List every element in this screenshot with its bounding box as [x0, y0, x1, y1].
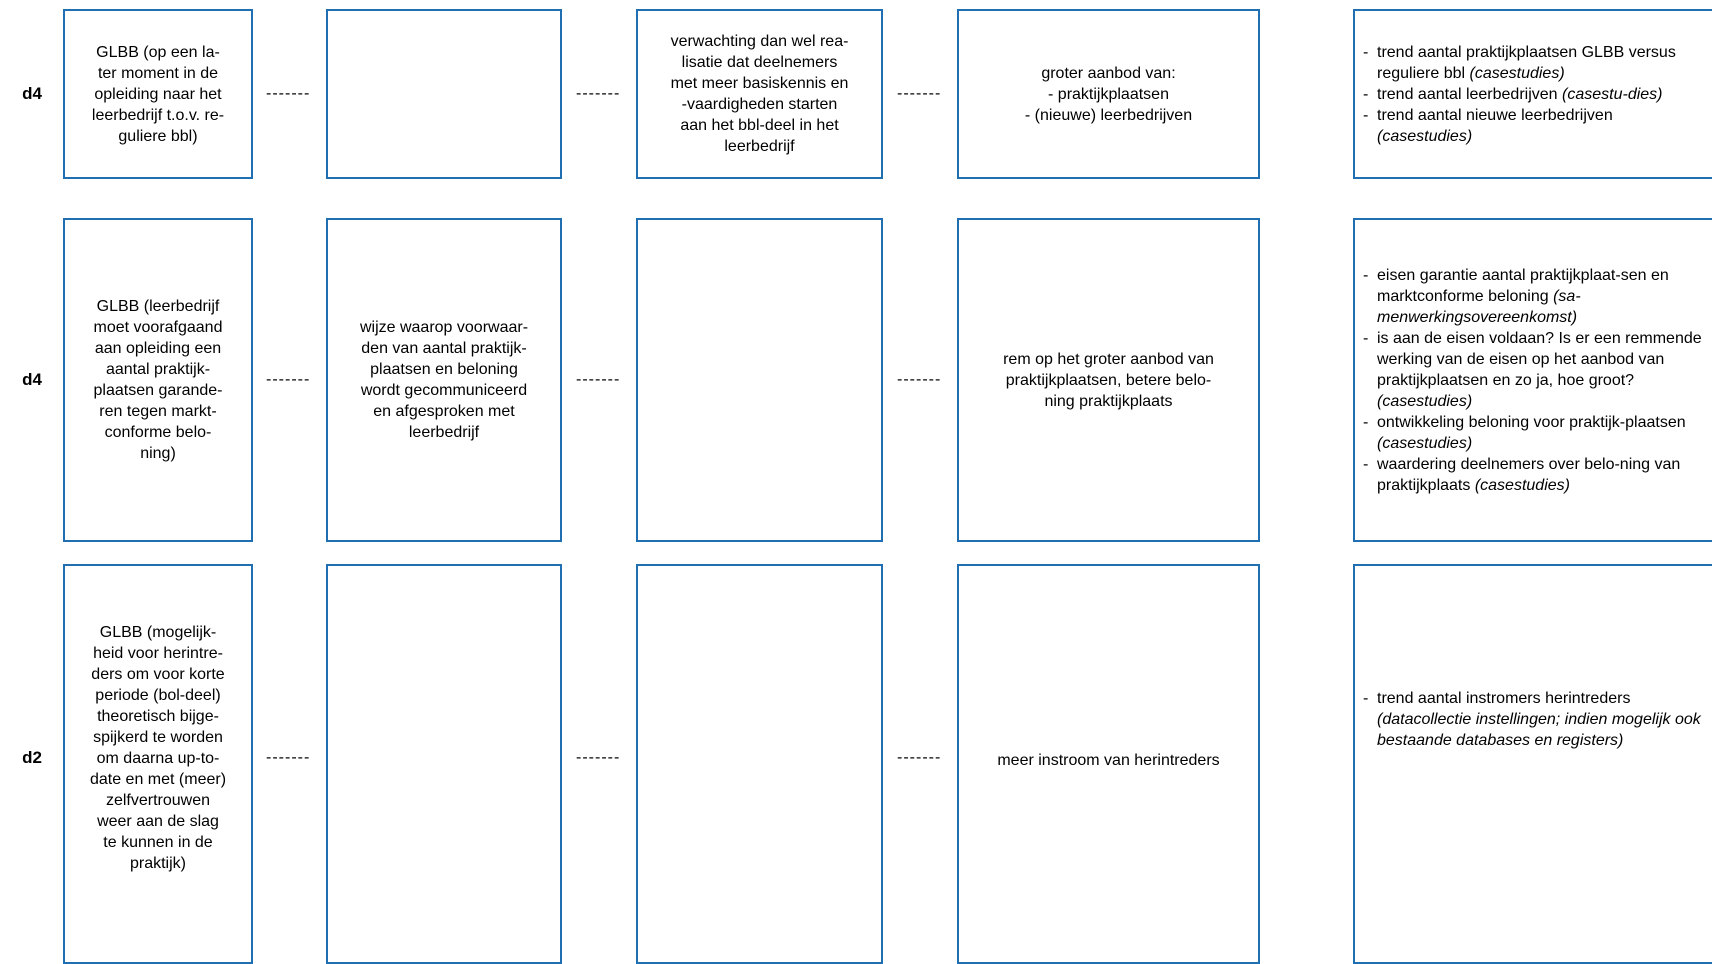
- expectation-cell: [636, 564, 883, 964]
- indicator-list: [1363, 42, 1704, 147]
- row-code: d4: [22, 84, 42, 103]
- connector: -------: [576, 371, 621, 388]
- list-item: - is aan de eisen voldaan? Is er een remmende werking van de eisen op het aanbod van praktijkplaatsen en zo ja, hoe groot? (casestudies): [1363, 328, 1704, 412]
- list-item: - trend aantal leerbedrijven (casestu-dies): [1363, 84, 1704, 105]
- indicator-list: [1363, 265, 1704, 496]
- expectation-cell: verwachting dan wel rea- lisatie dat deelnemers met meer basiskennis en -vaardigheden starten aan het bbl-deel in het leerbedrijf: [636, 9, 883, 179]
- connector: -------: [897, 749, 942, 766]
- indicator-cell: [1353, 564, 1712, 964]
- indicator-cell: [1353, 9, 1712, 179]
- intervention-cell: GLBB (mogelijk- heid voor herintre- ders om voor korte periode (bol-deel) theoretisch bijge- spijkerd te worden om daarna up-to- date en met (meer) zelfvertrouwen weer aan de slag te kunnen in de praktijk): [63, 564, 253, 964]
- connector: -------: [576, 85, 621, 102]
- connector: -------: [266, 371, 311, 388]
- connector: -------: [897, 371, 942, 388]
- mechanism-cell: wijze waarop voorwaar- den van aantal praktijk- plaatsen en beloning wordt gecommuniceerd en afgesproken met leerbedrijf: [326, 218, 562, 542]
- list-item: - eisen garantie aantal praktijkplaat-sen en marktconforme beloning (sa-menwerkingsovereenkomst): [1363, 265, 1704, 328]
- connector: -------: [897, 85, 942, 102]
- list-item: - waardering deelnemers over belo-ning van praktijkplaats (casestudies): [1363, 454, 1704, 496]
- table-row: [0, 9, 1712, 179]
- intervention-cell: GLBB (op een la- ter moment in de opleiding naar het leerbedrijf t.o.v. re- guliere bbl): [63, 9, 253, 179]
- list-item: - trend aantal instromers herintreders (datacollectie instellingen; indien mogelijk ook bestaande databases en registers): [1363, 688, 1704, 751]
- mechanism-cell: [326, 564, 562, 964]
- table-row: [0, 218, 1712, 542]
- table-row: [0, 564, 1712, 950]
- connector: -------: [266, 85, 311, 102]
- row-code: d2: [22, 748, 42, 767]
- connector: -------: [266, 749, 311, 766]
- expectation-cell: [636, 218, 883, 542]
- row-code: d4: [22, 370, 42, 389]
- intervention-cell: GLBB (leerbedrijf moet voorafgaand aan opleiding een aantal praktijk- plaatsen garande- ren tegen markt- conforme belo- ning): [63, 218, 253, 542]
- indicator-cell: [1353, 218, 1712, 542]
- list-item: - trend aantal praktijkplaatsen GLBB versus reguliere bbl (casestudies): [1363, 42, 1704, 84]
- connector: -------: [576, 749, 621, 766]
- outcome-cell: rem op het groter aanbod van praktijkplaatsen, betere belo- ning praktijkplaats: [957, 218, 1260, 542]
- list-item: - ontwikkeling beloning voor praktijk-plaatsen (casestudies): [1363, 412, 1704, 454]
- indicator-list: [1363, 688, 1704, 751]
- mechanism-cell: [326, 9, 562, 179]
- outcome-cell: meer instroom van herintreders: [957, 564, 1260, 964]
- outcome-cell: groter aanbod van: - praktijkplaatsen - (nieuwe) leerbedrijven: [957, 9, 1260, 179]
- list-item: - trend aantal nieuwe leerbedrijven (casestudies): [1363, 105, 1704, 147]
